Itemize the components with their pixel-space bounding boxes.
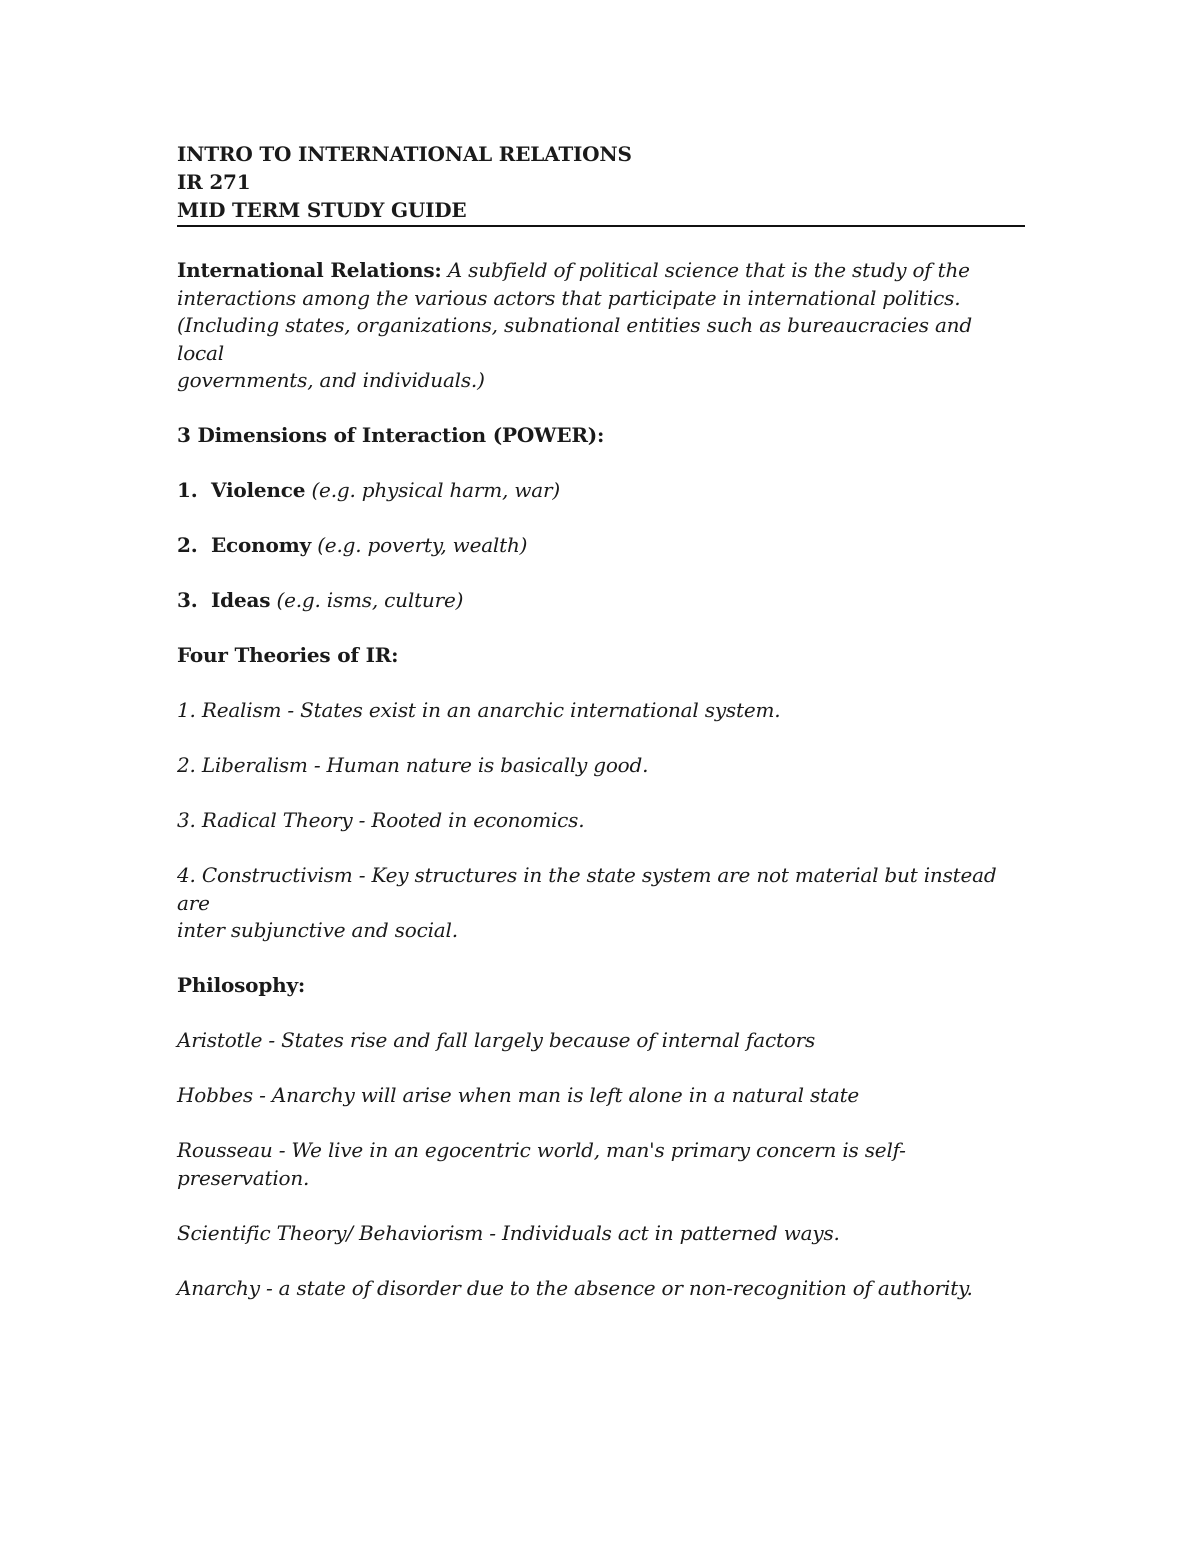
ir-term: International Relations: [177,258,442,282]
theory-item: 1. Realism - States exist in an anarchic international system. [177,698,781,722]
philosophy-item: Aristotle - States rise and fall largely because of internal factors [177,1028,816,1052]
ir-definition [177,257,1025,395]
document-header [177,140,1025,224]
theory-item: 3. Radical Theory - Rooted in economics. [177,808,585,832]
philosophy-item: Scientific Theory/ Behaviorism - Individuals act in patterned ways. [177,1220,840,1245]
dimension-item: 1. Violence (e.g. physical harm, war) [177,478,560,502]
ir-definition-line1: A subfield of political science that is the study of the [447,258,970,282]
ir-definition-line4: governments, and individuals.) [177,368,485,392]
philosophy-item: Rousseau - We live in an egocentric world, man's primary concern is self-preservation. [177,1138,906,1190]
theory-item: 2. Liberalism - Human nature is basically good. [177,753,649,777]
dimension-item: 2. Economy (e.g. poverty, wealth) [177,533,528,557]
dimension-item: 3. Ideas (e.g. isms, culture) [177,588,464,612]
ir-definition-line3: (Including states, organizations, subnational entities such as bureaucracies and local [177,313,972,365]
doc-title: MID TERM STUDY GUIDE [177,198,467,222]
study-guide-page [177,140,1025,1330]
philosophy-heading: Philosophy: [177,973,306,997]
course-code: IR 271 [177,170,251,194]
philosophy-item: Anarchy - a state of disorder due to the absence or non-recognition of authority. [177,1275,973,1300]
theories-heading: Four Theories of IR: [177,643,399,667]
ir-definition-line2: interactions among the various actors that participate in international politics. [177,285,961,310]
course-title: INTRO TO INTERNATIONAL RELATIONS [177,142,632,166]
header-rule [177,225,1025,227]
philosophy-item: Hobbes - Anarchy will arise when man is left alone in a natural state [177,1083,860,1107]
dimensions-heading: 3 Dimensions of Interaction (POWER): [177,423,605,447]
theory-item-constructivism: 4. Constructivism - Key structures in the state system are not material but instead are inter subjunctive and social. [177,863,997,942]
